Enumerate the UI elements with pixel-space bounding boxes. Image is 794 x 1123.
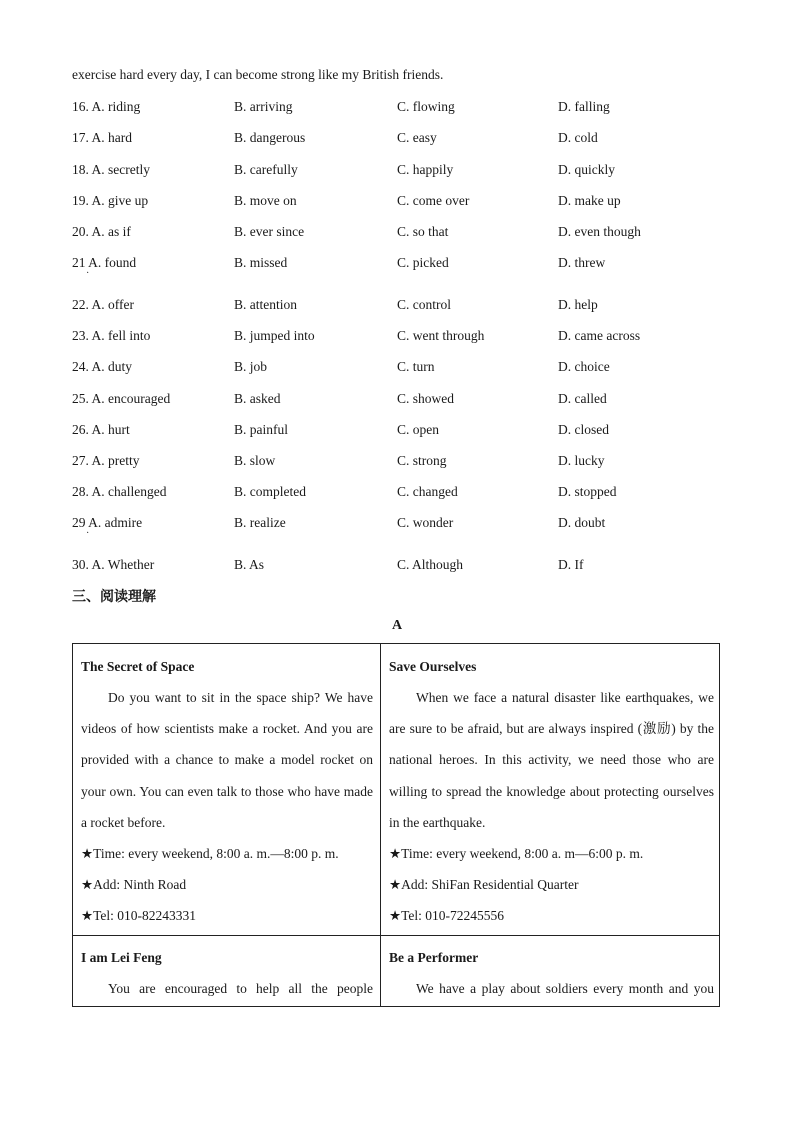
option-c: C. so that [397, 224, 449, 239]
card-body: You are encouraged to help all the people [108, 981, 373, 996]
option-c: C. picked [397, 255, 449, 270]
option-b: B. As [234, 557, 265, 572]
card-title: The Secret of Space [81, 659, 195, 674]
card-save-ourselves [389, 651, 714, 931]
option-d: D. called [558, 391, 607, 406]
section-title: 三、阅读理解 [72, 589, 156, 605]
option-a: 27. A. pretty [72, 453, 140, 468]
option-b: B. carefully [234, 162, 298, 177]
option-a: 26. A. hurt [72, 422, 130, 437]
option-c: C. easy [397, 130, 437, 145]
option-a: 29 A. admire [72, 515, 143, 530]
card-title: Be a Performer [389, 950, 479, 965]
option-d: D. make up [558, 193, 621, 208]
card-body: We have a play about soldiers every month and you [416, 981, 714, 996]
card-title: Save Ourselves [389, 659, 477, 674]
option-d: D. If [558, 557, 584, 572]
option-c: C. went through [397, 328, 485, 343]
option-c: C. flowing [397, 99, 455, 114]
option-b: B. ever since [234, 224, 305, 239]
option-b: B. asked [234, 391, 281, 406]
card-address: ★Add: Ninth Road [81, 877, 187, 893]
option-c: C. control [397, 297, 451, 312]
card-address: ★Add: ShiFan Residential Quarter [389, 877, 579, 893]
option-a: 19. A. give up [72, 193, 149, 208]
option-d: D. stopped [558, 484, 617, 499]
option-d: D. choice [558, 359, 610, 374]
option-d: D. came across [558, 328, 641, 343]
card-body: When we face a natural disaster like earthquakes, we are sure to be afraid, but are always inspired (激励) by the national heroes. In this activity, we need those who are willing to spread the knowledge about protecting ourselves in the earthquake. [389, 690, 714, 830]
intro-sentence: exercise hard every day, I can become strong like my British friends. [72, 67, 444, 82]
card-title: I am Lei Feng [81, 950, 162, 965]
option-a: 24. A. duty [72, 359, 133, 374]
option-a: 18. A. secretly [72, 162, 150, 177]
card-be-a-performer [389, 942, 714, 1004]
card-phone: ★Tel: 010-82243331 [81, 908, 197, 924]
option-b: B. move on [234, 193, 297, 208]
option-a: 30. A. Whether [72, 557, 155, 572]
option-b: B. arriving [234, 99, 293, 114]
option-a: 22. A. offer [72, 297, 134, 312]
card-time: ★Time: every weekend, 8:00 a. m—6:00 p. m. [389, 846, 644, 862]
option-d: D. help [558, 297, 598, 312]
option-b: B. missed [234, 255, 288, 270]
option-c: C. happily [397, 162, 454, 177]
option-b: B. completed [234, 484, 306, 499]
option-a: 21 A. found [72, 255, 137, 270]
activities-table [72, 643, 720, 1007]
card-phone: ★Tel: 010-72245556 [389, 908, 505, 924]
option-d: D. closed [558, 422, 609, 437]
option-b: B. attention [234, 297, 297, 312]
option-b: B. job [234, 359, 268, 374]
option-d: D. cold [558, 130, 598, 145]
card-i-am-lei-feng [81, 942, 373, 1004]
option-a: 28. A. challenged [72, 484, 167, 499]
option-c: C. come over [397, 193, 470, 208]
option-b: B. slow [234, 453, 276, 468]
option-d: D. lucky [558, 453, 605, 468]
option-c: C. strong [397, 453, 447, 468]
option-d: D. falling [558, 99, 610, 114]
scan-dot-mark: · [86, 528, 90, 539]
option-c: C. Although [397, 557, 464, 572]
option-a: 25. A. encouraged [72, 391, 171, 406]
table-divider-horizontal [73, 935, 719, 936]
option-d: D. even though [558, 224, 641, 239]
option-c: C. turn [397, 359, 435, 374]
option-b: B. realize [234, 515, 286, 530]
option-c: C. changed [397, 484, 458, 499]
option-d: D. doubt [558, 515, 606, 530]
option-d: D. threw [558, 255, 606, 270]
option-a: 23. A. fell into [72, 328, 151, 343]
option-a: 16. A. riding [72, 99, 141, 114]
card-secret-of-space [81, 651, 373, 931]
card-time: ★Time: every weekend, 8:00 a. m.—8:00 p. m. [81, 846, 339, 862]
option-d: D. quickly [558, 162, 615, 177]
scan-dot-mark: · [86, 268, 90, 279]
option-a: 20. A. as if [72, 224, 131, 239]
option-c: C. showed [397, 391, 454, 406]
card-body: Do you want to sit in the space ship? We have videos of how scientists make a rocket. And you are provided with a chance to make a model rocket on your own. You can even talk to those who have made a rocket before. [81, 690, 373, 830]
option-c: C. wonder [397, 515, 454, 530]
option-c: C. open [397, 422, 439, 437]
option-b: B. jumped into [234, 328, 315, 343]
option-b: B. dangerous [234, 130, 306, 145]
option-a: 17. A. hard [72, 130, 132, 145]
table-divider-vertical [380, 644, 381, 1006]
option-b: B. painful [234, 422, 288, 437]
part-letter: A [391, 618, 403, 633]
